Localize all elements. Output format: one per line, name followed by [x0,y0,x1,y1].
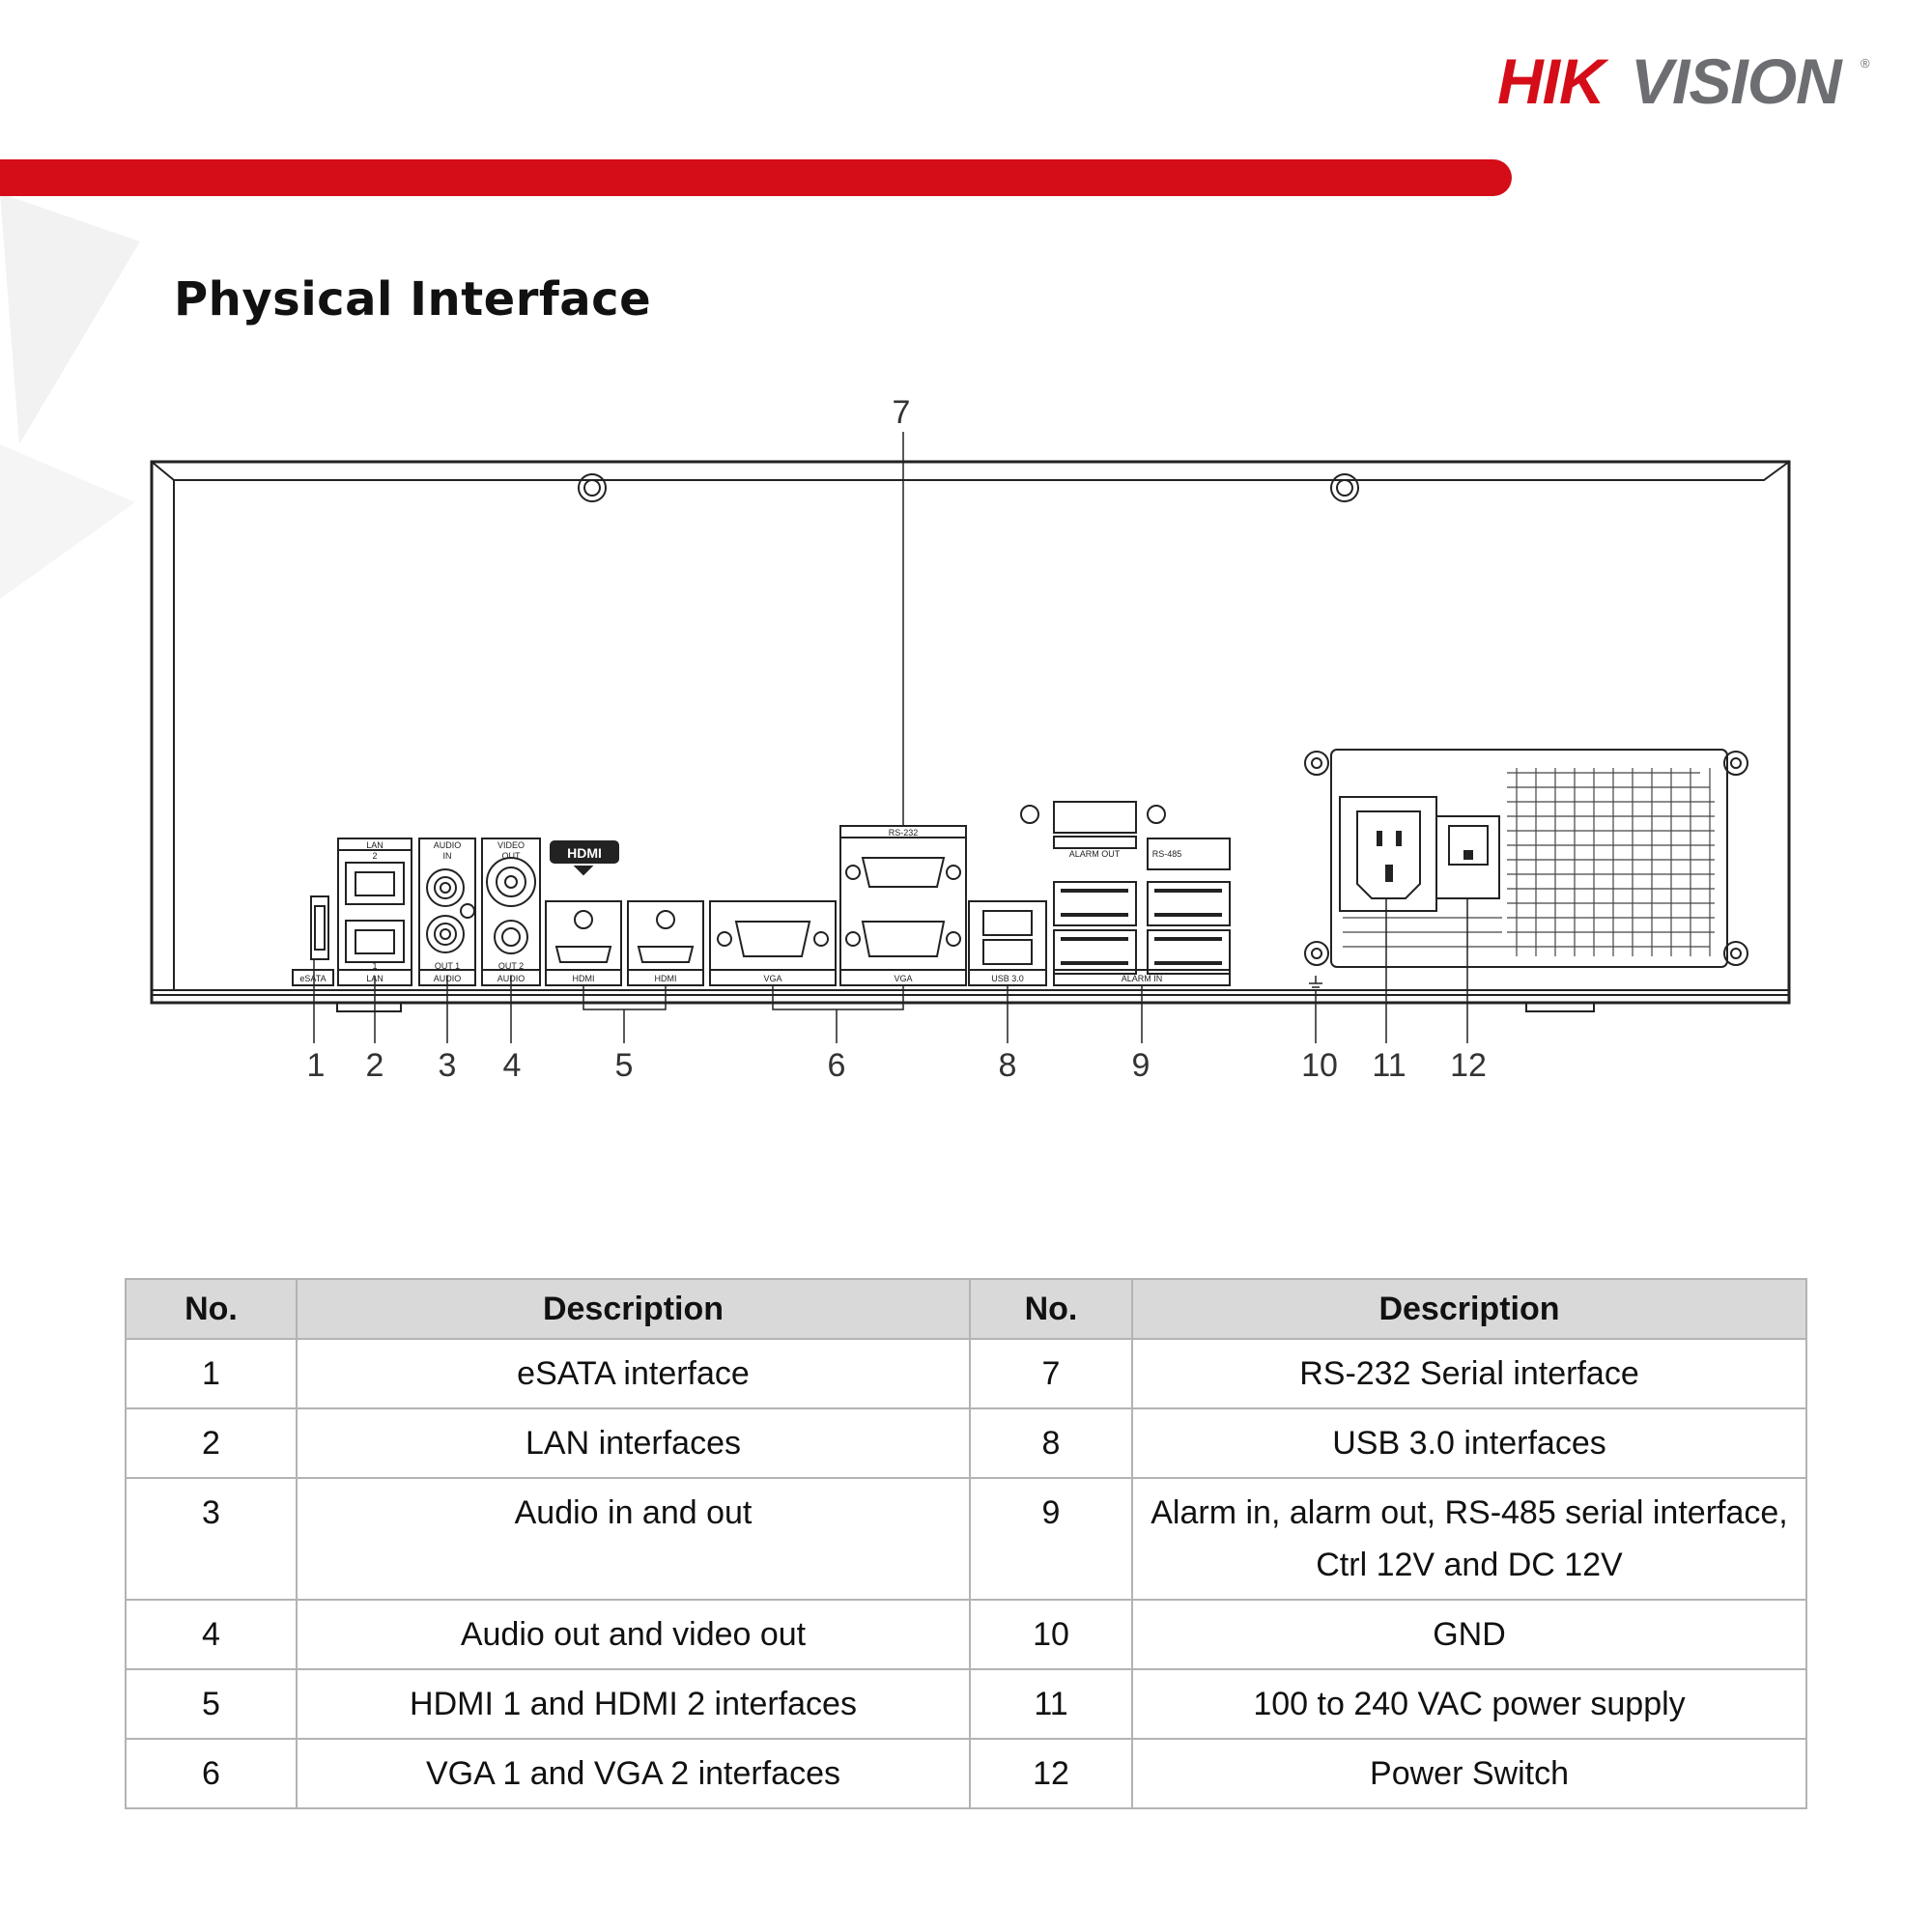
label-alarm-in: ALARM IN [1121,974,1163,983]
cell-no: 5 [126,1669,297,1739]
cell-description: Power Switch [1132,1739,1806,1808]
callout-3: 3 [438,1047,457,1084]
rear-panel-diagram [0,386,1932,1121]
cell-description: LAN interfaces [297,1408,970,1478]
callout-6: 6 [827,1047,846,1084]
callout-10: 10 [1301,1047,1338,1084]
label-alarm-out: ALARM OUT [1068,849,1121,859]
callout-12: 12 [1450,1047,1487,1084]
cell-no: 6 [126,1739,297,1808]
table-row [126,1600,1806,1669]
header-no-right: No. [970,1279,1132,1339]
hdmi-logo-text: HDMI [567,845,602,861]
cell-description: Audio in and out [297,1478,970,1600]
cell-description: HDMI 1 and HDMI 2 interfaces [297,1669,970,1739]
table-row [126,1739,1806,1808]
table-row [126,1669,1806,1739]
cell-description: USB 3.0 interfaces [1132,1408,1806,1478]
label-hdmi-1: HDMI [572,974,595,983]
hikvision-logo [1497,48,1874,116]
label-hdmi-2: HDMI [654,974,677,983]
cell-no: 7 [970,1339,1132,1408]
label-video-out: OUT [501,851,521,861]
label-video: VIDEO [497,840,526,850]
label-rs232: RS-232 [888,828,919,838]
label-audio-out-1: OUT 1 [434,961,461,971]
cell-no: 4 [126,1600,297,1669]
cell-description-line: Alarm in, alarm out, RS-485 serial interface, [1151,1494,1788,1531]
cell-description: GND [1132,1600,1806,1669]
label-audio-top: AUDIO [433,840,462,850]
header-description-right: Description [1132,1279,1806,1339]
cell-no: 1 [126,1339,297,1408]
svg-text:VISION: VISION [1631,48,1841,116]
callout-9: 9 [1131,1047,1151,1084]
callout-8: 8 [998,1047,1017,1084]
table-header-row [126,1279,1806,1339]
label-audio-2: AUDIO [497,974,526,983]
callout-5: 5 [614,1047,634,1084]
label-lan-port-1: 1 [372,961,378,971]
registered-mark: ® [1861,56,1870,71]
label-lan-top: LAN [366,840,384,850]
label-audio: AUDIO [433,974,462,983]
header-no-left: No. [126,1279,297,1339]
cell-no: 2 [126,1408,297,1478]
label-usb: USB 3.0 [991,974,1024,983]
table-row [126,1408,1806,1478]
cell-description: eSATA interface [297,1339,970,1408]
cell-no: 12 [970,1739,1132,1808]
cell-description: VGA 1 and VGA 2 interfaces [297,1739,970,1808]
svg-text:HIK: HIK [1497,48,1605,116]
label-audio-in: IN [442,851,452,861]
label-audio-out-2: OUT 2 [497,961,525,971]
header-description-left: Description [297,1279,970,1339]
cell-description: Audio out and video out [297,1600,970,1669]
cell-description: RS-232 Serial interface [1132,1339,1806,1408]
table-row [126,1478,1806,1600]
cell-description-line: Ctrl 12V and DC 12V [1316,1547,1623,1583]
label-vga-2: VGA [894,974,913,983]
label-vga-1: VGA [763,974,782,983]
callout-2: 2 [365,1047,384,1084]
label-esata: eSATA [299,974,327,983]
cell-no: 3 [126,1478,297,1600]
table-row [126,1339,1806,1408]
cell-no: 8 [970,1408,1132,1478]
interface-table [125,1278,1807,1809]
callout-7: 7 [892,394,911,431]
header-red-bar [0,159,1512,196]
callout-4: 4 [502,1047,522,1084]
label-rs485: RS-485 [1151,849,1182,859]
cell-no: 11 [970,1669,1132,1739]
cell-no: 10 [970,1600,1132,1669]
callout-11: 11 [1372,1047,1406,1084]
label-lan-port-2: 2 [372,851,378,861]
label-lan: LAN [366,974,384,983]
cell-description: 100 to 240 VAC power supply [1132,1669,1806,1739]
cell-description [1132,1478,1806,1600]
page-title: Physical Interface [174,272,652,327]
cell-no: 9 [970,1478,1132,1600]
callout-1: 1 [306,1047,326,1084]
